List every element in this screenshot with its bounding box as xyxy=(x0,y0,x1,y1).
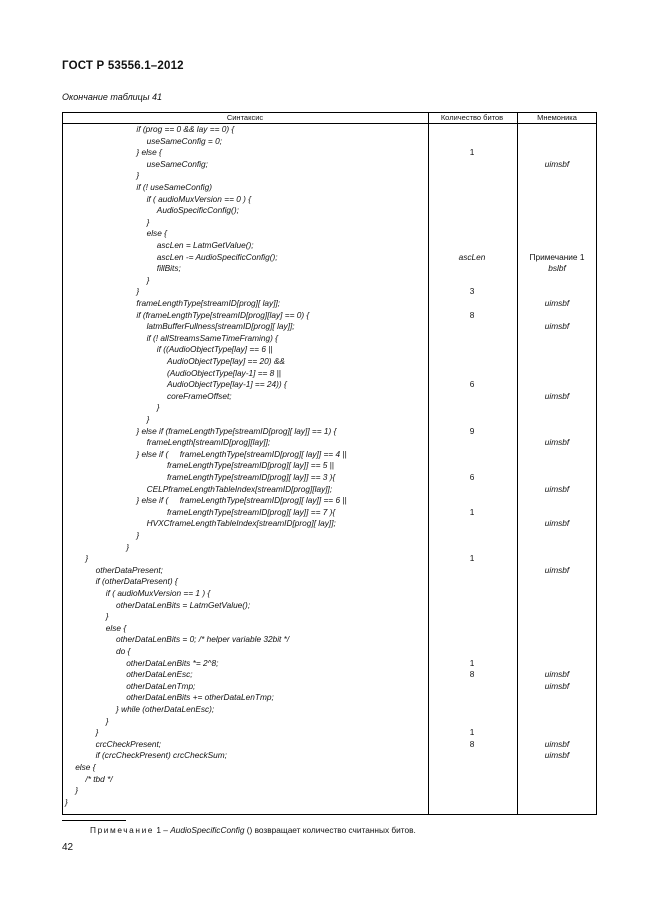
footnote-term: AudioSpecificConfig xyxy=(170,825,245,835)
syntax-cell: otherDataLenBits += otherDataLenTmp; xyxy=(126,692,274,703)
syntax-cell: } xyxy=(136,286,140,297)
mnemonic-cell: uimsbf xyxy=(544,669,570,680)
syntax-cell: } xyxy=(105,715,109,726)
syntax-cell: (AudioObjectType[lay-1] == 8 || xyxy=(167,367,281,378)
syntax-cell: else { xyxy=(105,622,127,633)
table-row xyxy=(62,449,597,461)
table-row xyxy=(62,321,597,333)
table-row xyxy=(62,530,597,542)
syntax-cell: } xyxy=(156,402,160,413)
table-row xyxy=(62,263,597,275)
syntax-cell: CELPframeLengthTableIndex[streamID[prog][lay]]; xyxy=(146,483,333,494)
syntax-cell: } xyxy=(146,216,150,227)
syntax-cell: if (! allStreamsSameTimeFraming) { xyxy=(146,332,278,343)
table-row xyxy=(62,553,597,565)
bits-cell: 1 xyxy=(469,727,475,738)
table-row xyxy=(62,333,597,345)
syntax-cell: if (otherDataPresent) { xyxy=(95,576,178,587)
footnote-label: Примечание xyxy=(90,825,155,835)
mnemonic-cell: uimsbf xyxy=(544,158,570,169)
mnemonic-cell: uimsbf xyxy=(544,483,570,494)
footnote xyxy=(90,825,416,835)
table-row xyxy=(62,147,597,159)
table-row xyxy=(62,472,597,484)
table-row xyxy=(62,797,597,809)
syntax-cell: } xyxy=(136,530,140,540)
column-header-bits: Количество битов xyxy=(440,113,504,122)
syntax-cell: } xyxy=(126,541,129,552)
table-row xyxy=(62,379,597,391)
column-header-mnemonic: Мнемоника xyxy=(537,113,577,122)
mnemonic-cell: bslbf xyxy=(548,263,566,274)
table-row xyxy=(62,240,597,252)
table-row xyxy=(62,194,597,206)
syntax-cell: AudioObjectType[lay] == 20) && xyxy=(167,356,285,366)
table-row xyxy=(62,124,597,136)
table-row xyxy=(62,426,597,438)
syntax-cell: } xyxy=(85,553,89,564)
syntax-cell: otherDataLenTmp; xyxy=(126,680,196,691)
syntax-cell: if ((AudioObjectType[lay] == 6 || xyxy=(156,344,273,355)
table-row xyxy=(62,286,597,298)
table-row xyxy=(62,495,597,507)
syntax-cell: ascLen -= AudioSpecificConfig(); xyxy=(156,251,278,262)
table-row xyxy=(62,576,597,588)
table-row xyxy=(62,518,597,530)
table-row xyxy=(62,646,597,658)
table-row xyxy=(62,310,597,322)
bits-cell: 1 xyxy=(469,506,475,517)
table-row xyxy=(62,704,597,716)
table-row xyxy=(62,275,597,287)
footnote-number: 1 – xyxy=(154,825,171,835)
syntax-cell: coreFrameOffset; xyxy=(167,390,232,401)
table-row xyxy=(62,727,597,739)
table-row xyxy=(62,217,597,229)
table-row xyxy=(62,669,597,681)
table-row xyxy=(62,611,597,623)
syntax-cell: } else if ( frameLengthType[streamID[prog][ lay]] == 4 || xyxy=(136,448,347,459)
table-row xyxy=(62,205,597,217)
syntax-cell: HVXCframeLengthTableIndex[streamID[prog][ lay]]; xyxy=(146,518,336,529)
syntax-cell: otherDataLenBits = LatmGetValue(); xyxy=(116,599,251,610)
table-row xyxy=(62,402,597,414)
table-row xyxy=(62,252,597,264)
syntax-cell: } else if (frameLengthType[streamID[prog][ lay]] == 1) { xyxy=(136,425,337,436)
syntax-cell: frameLengthType[streamID[prog][ lay]] == 7 ){ xyxy=(167,506,336,517)
footnote-text: () возвращает количество считанных битов. xyxy=(244,825,416,835)
syntax-cell: useSameConfig = 0; xyxy=(146,135,223,146)
mnemonic-cell: uimsbf xyxy=(544,437,570,448)
syntax-cell: AudioObjectType[lay-1] == 24)) { xyxy=(167,379,287,390)
bits-cell: 1 xyxy=(469,553,475,564)
page-number: 42 xyxy=(62,842,74,853)
table-row xyxy=(62,437,597,449)
syntax-cell: if ( audioMuxVersion == 1 ) { xyxy=(105,588,211,598)
mnemonic-cell: uimsbf xyxy=(544,390,570,401)
table-row xyxy=(62,414,597,426)
bits-cell: 3 xyxy=(469,286,475,297)
page-header: ГОСТ Р 53556.1–2012 xyxy=(62,60,184,72)
syntax-cell: otherDataLenEsc; xyxy=(126,669,193,680)
mnemonic-cell: uimsbf xyxy=(544,564,570,575)
table-row xyxy=(62,391,597,403)
table-row xyxy=(62,739,597,751)
table-row xyxy=(62,565,597,577)
table-row xyxy=(62,588,597,600)
table-row xyxy=(62,228,597,240)
syntax-cell: } xyxy=(146,274,150,285)
syntax-cell: do { xyxy=(116,646,131,656)
syntax-cell: } xyxy=(146,414,150,424)
table-row xyxy=(62,136,597,148)
table-row xyxy=(62,750,597,762)
mnemonic-cell: uimsbf xyxy=(544,518,570,529)
bits-cell: 6 xyxy=(469,472,475,482)
syntax-cell: } xyxy=(95,727,99,738)
table-row xyxy=(62,182,597,194)
table-row xyxy=(62,484,597,496)
bits-cell: 8 xyxy=(469,738,475,749)
table-caption: Окончание таблицы 41 xyxy=(62,92,162,102)
syntax-cell: frameLengthType[streamID[prog][ lay]] == 3 ){ xyxy=(167,472,336,482)
table-row xyxy=(62,634,597,646)
syntax-cell: latmBufferFullness[streamID[prog][ lay]]; xyxy=(146,321,295,332)
bits-cell: 1 xyxy=(469,147,475,158)
table-row xyxy=(62,170,597,182)
syntax-cell: } xyxy=(65,796,68,807)
syntax-cell: crcCheckPresent; xyxy=(95,738,162,749)
table-row xyxy=(62,600,597,612)
mnemonic-cell: Примечание 1 xyxy=(529,251,585,262)
table-row xyxy=(62,368,597,380)
table-row xyxy=(62,762,597,774)
syntax-cell: else { xyxy=(75,762,96,772)
syntax-cell: else { xyxy=(146,228,167,239)
bits-cell: ascLen xyxy=(458,251,486,262)
table-row xyxy=(62,159,597,171)
footnote-separator xyxy=(62,820,126,821)
table-row xyxy=(62,658,597,670)
syntax-cell: if (crcCheckPresent) crcCheckSum; xyxy=(95,750,227,761)
syntax-cell: frameLengthType[streamID[prog][ lay]]; xyxy=(136,298,281,308)
bits-cell: 9 xyxy=(469,425,475,436)
syntax-cell: } xyxy=(136,170,140,181)
syntax-cell: /* tbd */ xyxy=(85,773,113,784)
syntax-cell: frameLength[streamID[prog][lay]]; xyxy=(146,437,271,448)
syntax-cell: fillBits; xyxy=(156,263,181,274)
bits-cell: 1 xyxy=(469,657,475,668)
bits-cell: 8 xyxy=(469,309,475,320)
syntax-cell: } else if ( frameLengthType[streamID[prog][ lay]] == 6 || xyxy=(136,495,347,506)
bits-cell: 8 xyxy=(469,669,475,680)
table-row xyxy=(62,623,597,635)
syntax-cell: ascLen = LatmGetValue(); xyxy=(156,240,254,250)
syntax-table xyxy=(62,112,597,815)
table-row xyxy=(62,507,597,519)
syntax-cell: AudioSpecificConfig(); xyxy=(156,205,239,216)
syntax-cell: if (prog == 0 && lay == 0) { xyxy=(136,124,235,134)
syntax-cell: } xyxy=(105,611,109,622)
mnemonic-cell: uimsbf xyxy=(544,738,570,749)
table-row xyxy=(62,298,597,310)
syntax-cell: if (! useSameConfig) xyxy=(136,182,213,192)
table-row xyxy=(62,356,597,368)
mnemonic-cell: uimsbf xyxy=(544,298,570,308)
syntax-cell: if (frameLengthType[streamID[prog][lay] == 0) { xyxy=(136,309,310,320)
mnemonic-cell: uimsbf xyxy=(544,680,570,691)
table-row xyxy=(62,692,597,704)
syntax-cell: otherDataLenBits *= 2^8; xyxy=(126,657,219,668)
table-row xyxy=(62,344,597,356)
table-row xyxy=(62,460,597,472)
syntax-cell: } else { xyxy=(136,147,162,158)
syntax-cell: otherDataLenBits = 0; /* helper variable 32bit */ xyxy=(116,634,290,645)
mnemonic-cell: uimsbf xyxy=(544,321,570,332)
table-row xyxy=(62,542,597,554)
table-row xyxy=(62,681,597,693)
syntax-cell: if ( audioMuxVersion == 0 ) { xyxy=(146,193,251,204)
syntax-cell: useSameConfig; xyxy=(146,158,208,169)
table-row xyxy=(62,774,597,786)
table-row xyxy=(62,716,597,728)
syntax-cell: } while (otherDataLenEsc); xyxy=(116,704,215,714)
syntax-cell: frameLengthType[streamID[prog][ lay]] == 5 || xyxy=(167,460,334,471)
syntax-cell: } xyxy=(75,785,78,796)
table-row xyxy=(62,785,597,797)
mnemonic-cell: uimsbf xyxy=(544,750,570,761)
column-header-syntax: Синтаксис xyxy=(226,113,264,122)
bits-cell: 6 xyxy=(469,379,475,390)
syntax-cell: otherDataPresent; xyxy=(95,564,163,575)
